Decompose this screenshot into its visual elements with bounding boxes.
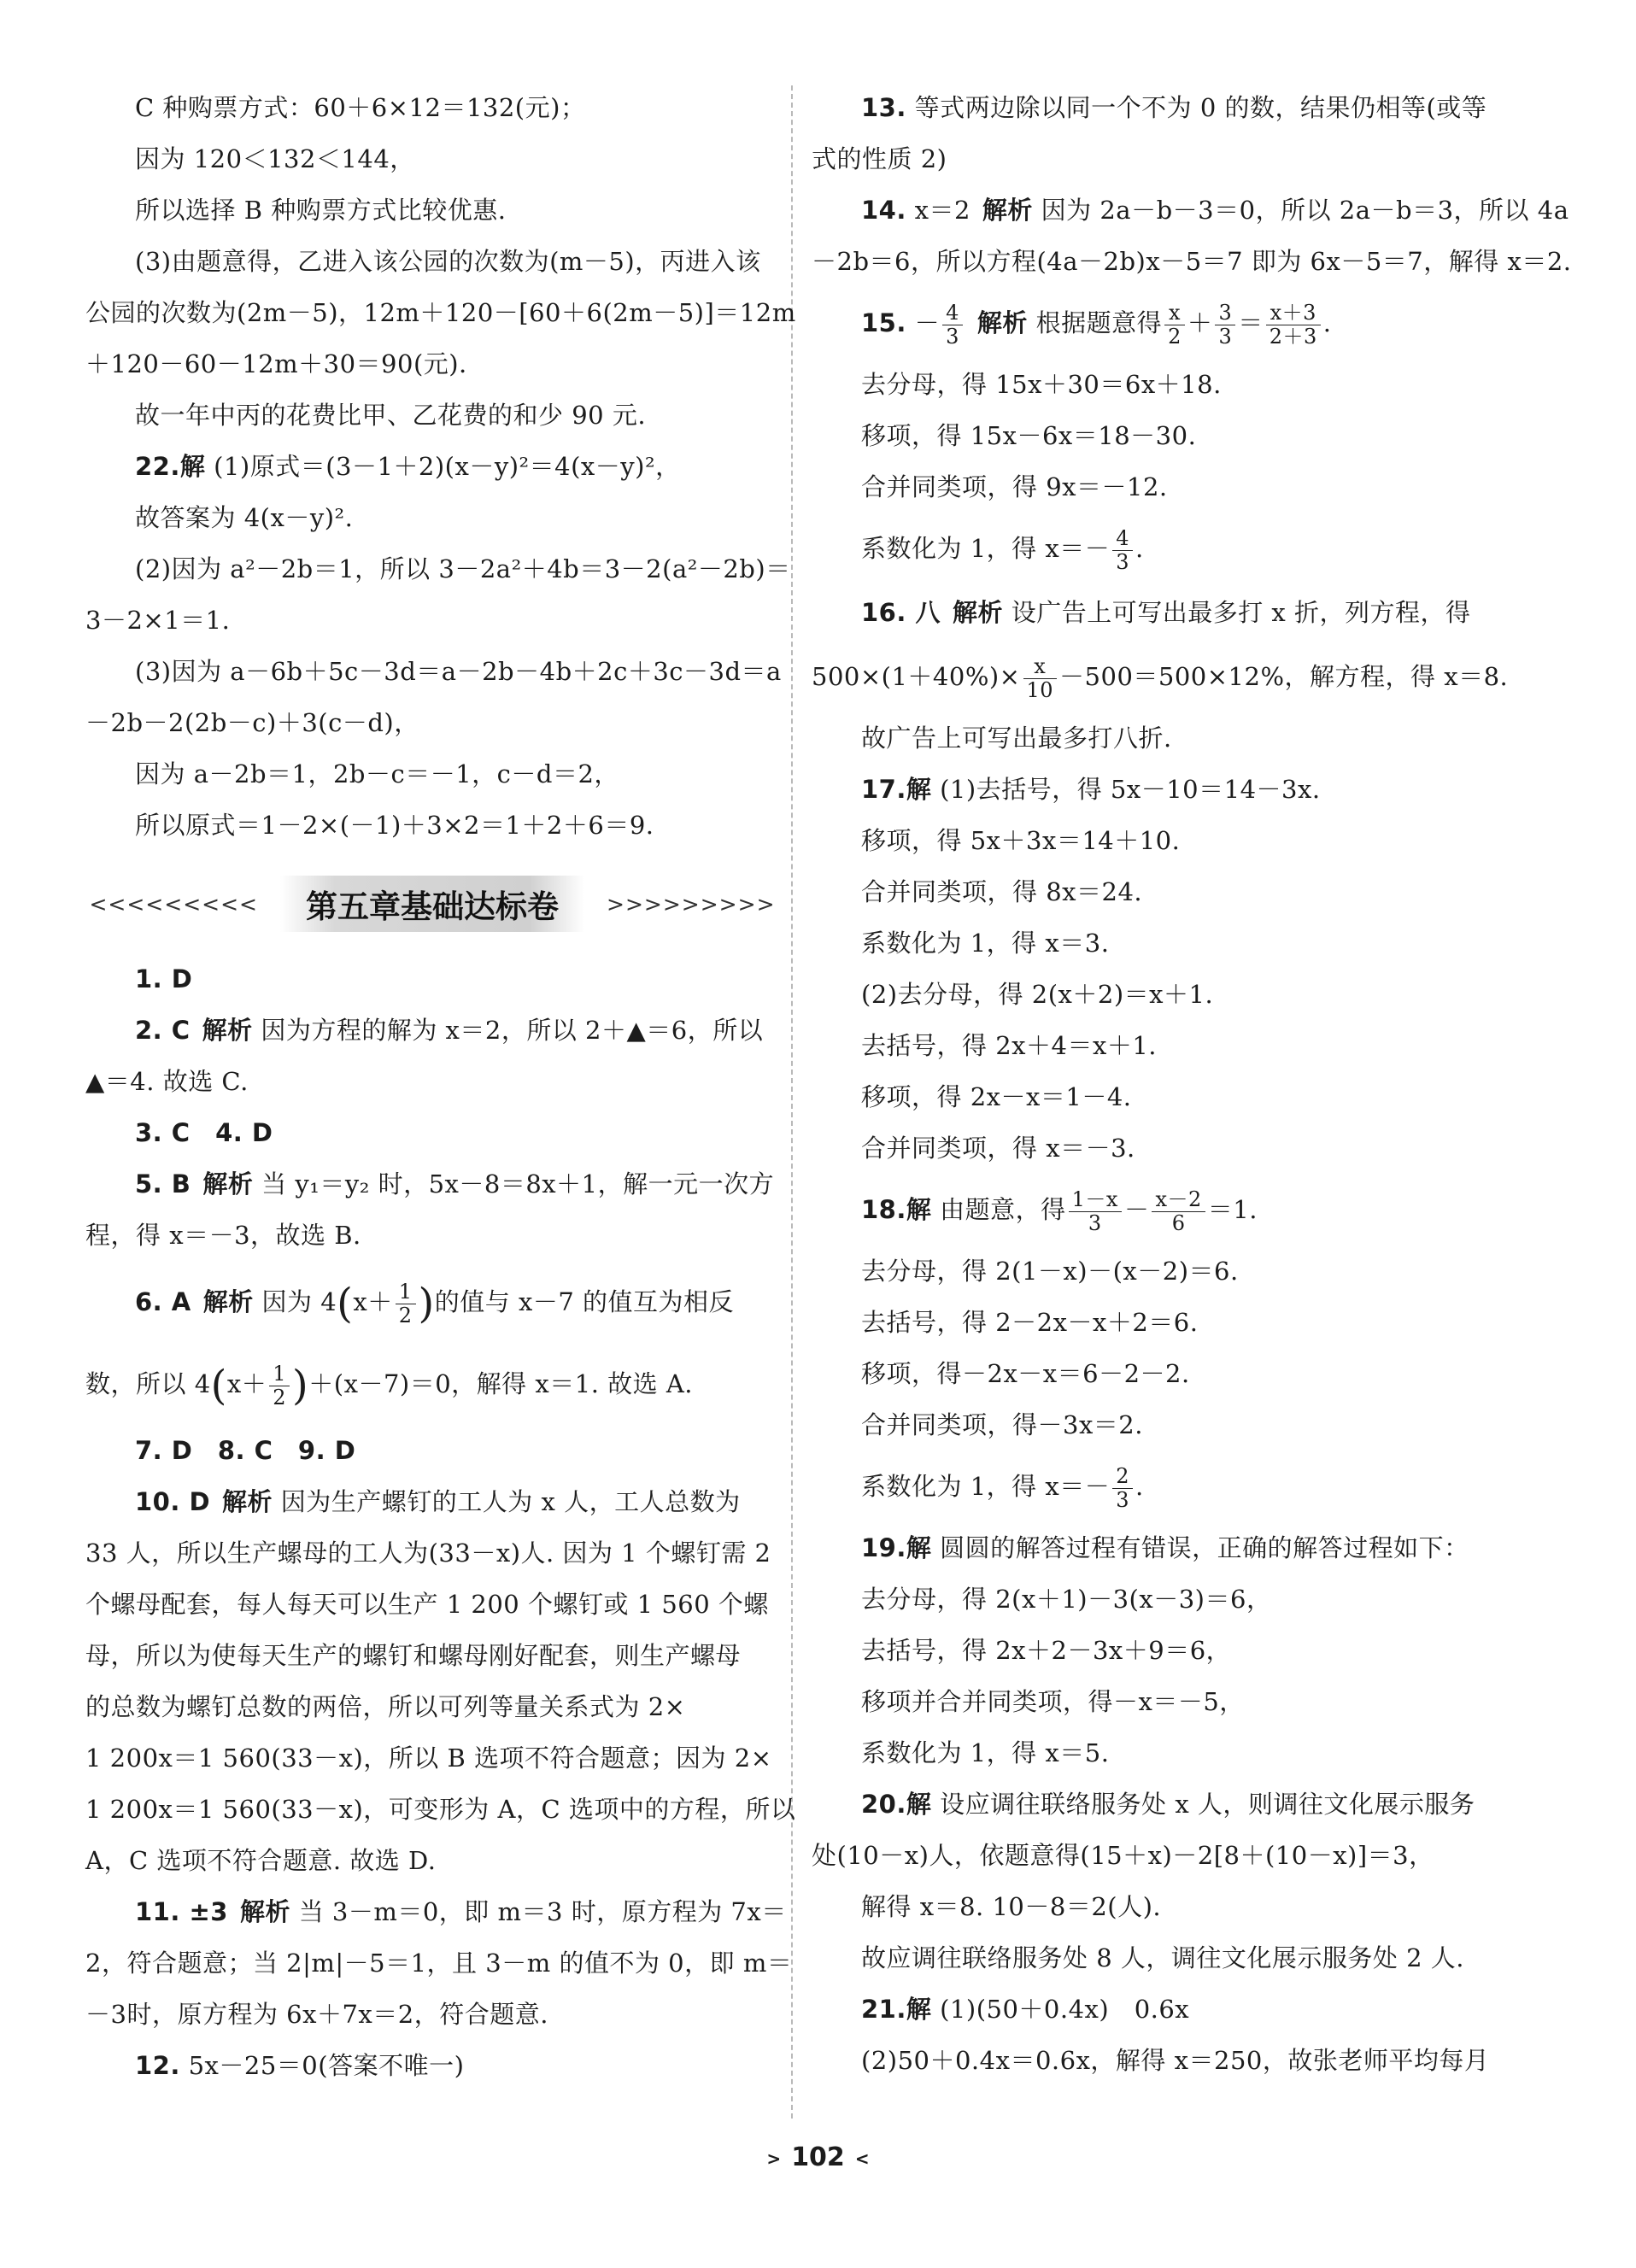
text-line: 合并同类项，得 9x＝－12. <box>861 472 1168 501</box>
text-line: (2)因为 a²－2b＝1，所以 3－2a²＋4b＝3－2(a²－2b)＝ <box>135 554 791 583</box>
answer-7-9 <box>85 1425 779 1476</box>
numerator: 1－x <box>1069 1188 1122 1211</box>
answer-16 <box>812 584 1505 641</box>
text-line: 500×(1＋40%)× <box>812 662 1021 691</box>
answer-10 <box>85 1476 779 1527</box>
question-number: 2. C <box>135 1016 191 1045</box>
answer-14 <box>812 185 1569 236</box>
answer-11 <box>85 1886 787 1937</box>
answer-1 <box>85 953 779 1005</box>
text-line: (3)因为 a－6b＋5c－3d＝a－2b－4b＋2c＋3c－3d＝a <box>135 657 782 686</box>
denominator: 2 <box>273 1385 287 1409</box>
denominator: 3 <box>1218 324 1233 349</box>
text-line: 的总数为螺钉总数的两倍，所以可列等量关系式为 2× <box>85 1692 686 1721</box>
denominator: 2 <box>398 1303 413 1327</box>
question-number: 22. <box>135 452 180 481</box>
numerator: x <box>1023 655 1058 678</box>
fraction <box>1266 302 1321 348</box>
text-line: 所以选择 B 种购票方式比较优惠. <box>135 196 507 225</box>
text-line: 合并同类项，得 x＝－3. <box>861 1134 1135 1163</box>
question-number: 5. B <box>135 1169 191 1198</box>
solution-tag: 解 <box>179 452 206 481</box>
question-number: 16. 八 <box>861 598 941 627</box>
text-line: (2)去分母，得 2(x＋2)＝x＋1. <box>861 980 1214 1009</box>
text-line: 公园的次数为(2m－5)，12m＋120－[60＋6(2m－5)]＝12m <box>85 298 796 327</box>
text-line: 2，符合题意；当 2|m|－5＝1，且 3－m 的值不为 0，即 m＝ <box>85 1949 793 1978</box>
text-line: 当 3－m＝0，即 m＝3 时，原方程为 7x＝ <box>298 1897 787 1926</box>
text-line: 因为 120＜132＜144， <box>135 144 415 173</box>
numerator: x <box>1164 302 1185 325</box>
text-line: 合并同类项，得 8x＝24. <box>861 877 1143 906</box>
question-number: 10. D <box>135 1487 211 1516</box>
text-line: 因为 2a－b－3＝0，所以 2a－b＝3，所以 4a <box>1041 196 1569 225</box>
answer-12 <box>85 2040 779 2091</box>
solution-tag: 解 <box>906 1995 932 2024</box>
text-line: x＋ <box>353 1287 393 1316</box>
text-line: －3时，原方程为 6x＋7x＝2，符合题意. <box>85 2000 548 2029</box>
page-arrow-right: < <box>854 2148 870 2169</box>
text-line: ＝1. <box>1207 1195 1258 1224</box>
text-line: 5x－25＝0(答案不唯一) <box>188 2051 465 2080</box>
numerator: x－2 <box>1152 1188 1205 1211</box>
answer-13 <box>812 82 1505 133</box>
text-line: 故应调往联络服务处 8 人，调往文化展示服务处 2 人. <box>861 1943 1464 1972</box>
text-line: 个螺母配套，每人每天可以生产 1 200 个螺钉或 1 560 个螺 <box>85 1590 769 1619</box>
text-line: 所以原式＝1－2×(－1)＋3×2＝1＋2＋6＝9. <box>135 811 654 840</box>
answer-2 <box>85 1005 779 1056</box>
question-number: 21. <box>861 1995 906 2024</box>
text-line: 去括号，得 2－2x－x＋2＝6. <box>861 1308 1199 1337</box>
text-line: 合并同类项，得－3x＝2. <box>861 1410 1143 1439</box>
question-number: 17. <box>861 775 906 804</box>
text-line: (2)50＋0.4x＝0.6x，解得 x＝250，故张老师平均每月 <box>861 2046 1490 2075</box>
text-line: ▲＝4. 故选 C. <box>85 1067 249 1096</box>
answer-17 <box>812 764 1505 815</box>
text-line: 程，得 x＝－3，故选 B. <box>85 1221 361 1250</box>
text-line: 系数化为 1，得 x＝5. <box>861 1738 1110 1767</box>
denominator: 3 <box>1116 1487 1130 1512</box>
analysis-tag: 解析 <box>202 1287 254 1316</box>
fraction <box>1069 1188 1122 1234</box>
text-line: 解得 x＝8. 10－8＝2(人). <box>861 1892 1162 1921</box>
text-line: 因为生产螺钉的工人为 x 人，工人总数为 <box>280 1487 741 1516</box>
denominator: 3 <box>1116 549 1130 574</box>
answer-18-step <box>812 1450 1505 1522</box>
text-line: －2b－2(2b－c)＋3(c－d)， <box>85 708 419 737</box>
text-line: 因为 a－2b＝1，2b－c＝－1，c－d＝2， <box>135 759 619 788</box>
fraction <box>1152 1188 1205 1234</box>
chapter-left-decoration: <<<<<<<<< <box>89 891 258 917</box>
numerator: x＋3 <box>1266 302 1321 325</box>
minus-sign: － <box>914 308 941 337</box>
numerator: 4 <box>1112 527 1133 550</box>
numerator: 4 <box>942 302 963 325</box>
answer-15 <box>812 287 1505 359</box>
answer-6 <box>85 1261 779 1343</box>
text-line: ＋120－60－12m＋30＝90(元)． <box>85 349 484 378</box>
right-paren: ) <box>418 1279 435 1327</box>
text-line: 圆圆的解答过程有错误，正确的解答过程如下： <box>940 1533 1469 1562</box>
denominator: 10 <box>1026 677 1054 702</box>
text-line: 因为方程的解为 x＝2，所以 2＋▲＝6，所以 <box>261 1016 764 1045</box>
question-number: 3. C 4. D <box>135 1118 273 1147</box>
text-line: 处(10－x)人，依题意得(15＋x)－2[8＋(10－x)]＝3， <box>812 1841 1434 1870</box>
text-line: 等式两边除以同一个不为 0 的数，结果仍相等(或等 <box>914 93 1487 122</box>
right-column <box>812 82 1572 2086</box>
text-line: 去分母，得 2(1－x)－(x－2)＝6. <box>861 1257 1239 1286</box>
answer-18 <box>812 1174 1505 1245</box>
text-line: ＋(x－7)＝0，解得 x＝1. 故选 A. <box>308 1369 694 1398</box>
denominator: 3 <box>946 324 959 349</box>
text-line: 因为 4 <box>261 1287 337 1316</box>
text-line: 设广告上可写出最多打 x 折，列方程，得 <box>1011 598 1471 627</box>
text-line: －500＝500×12%，解方程，得 x＝8. <box>1059 662 1509 691</box>
left-column <box>85 82 796 2091</box>
text-line: C 种购票方式：60＋6×12＝132(元)； <box>135 93 586 122</box>
answer-15-step <box>812 513 1505 584</box>
text-line: 去分母，得 2(x＋1)－3(x－3)＝6， <box>861 1585 1272 1614</box>
fraction <box>269 1363 290 1409</box>
question-number: 18. <box>861 1195 906 1224</box>
text-line: 系数化为 1，得 x＝－ <box>861 534 1111 563</box>
fraction <box>1164 302 1185 348</box>
left-paren: ( <box>210 1361 227 1409</box>
numerator: 2 <box>1112 1465 1133 1488</box>
text-line: 移项，得 15x－6x＝18－30. <box>861 421 1197 450</box>
text-line: 系数化为 1，得 x＝－ <box>861 1472 1111 1501</box>
right-paren: ) <box>292 1361 309 1409</box>
fraction <box>942 302 963 348</box>
text-line: 移项，得 2x－x＝1－4. <box>861 1082 1132 1111</box>
text-line: 数，所以 4 <box>85 1369 211 1398</box>
analysis-tag: 解析 <box>202 1016 253 1045</box>
text-line: 3－2×1＝1. <box>85 606 231 635</box>
page-number-footer <box>0 2142 1636 2172</box>
text-line: (1)去括号，得 5x－10＝14－3x. <box>940 775 1321 804</box>
answer-21 <box>812 1984 1505 2035</box>
fraction <box>1112 527 1133 573</box>
analysis-tag: 解析 <box>239 1897 290 1926</box>
left-paren: ( <box>337 1279 354 1327</box>
chapter-header <box>85 861 779 946</box>
text-line: 故广告上可写出最多打八折. <box>861 724 1172 753</box>
text-line: 33 人，所以生产螺母的工人为(33－x)人. 因为 1 个螺钉需 2 <box>85 1538 771 1568</box>
solution-tag: 解 <box>906 775 932 804</box>
answer-3-4 <box>85 1107 779 1158</box>
text-line: (1)原式＝(3－1＋2)(x－y)²＝4(x－y)²， <box>214 452 681 481</box>
text-line: 故一年中丙的花费比甲、乙花费的和少 90 元. <box>135 401 647 430</box>
text-line: A，C 选项不符合题意. 故选 D. <box>85 1846 437 1875</box>
page-arrow-left: > <box>766 2148 782 2169</box>
text-line: 去括号，得 2x＋4＝x＋1. <box>861 1031 1157 1060</box>
answer-6-cont <box>85 1343 779 1425</box>
text-line: 去括号，得 2x＋2－3x＋9＝6， <box>861 1636 1232 1665</box>
numerator: 1 <box>396 1281 416 1304</box>
text-line: 设应调往联络服务处 x 人，则调往文化展示服务 <box>940 1790 1475 1819</box>
page-number: 102 <box>791 2142 845 2172</box>
denominator: 3 <box>1088 1210 1102 1235</box>
question-number: 14. <box>861 196 906 225</box>
text-line: 当 y₁＝y₂ 时，5x－8＝8x＋1，解一元一次方 <box>261 1169 775 1198</box>
question-number: 7. D 8. C 9. D <box>135 1436 356 1465</box>
answer-22 <box>85 441 779 492</box>
punctuation: . <box>1322 308 1332 337</box>
operator: ＝ <box>1238 308 1264 337</box>
text-line: 故答案为 4(x－y)². <box>135 503 354 532</box>
text-line: 1 200x＝1 560(33－x)，可变形为 A，C 选项中的方程，所以 <box>85 1795 796 1824</box>
text-line: 1 200x＝1 560(33－x)，所以 B 选项不符合题意；因为 2× <box>85 1743 772 1773</box>
analysis-tag: 解析 <box>976 308 1028 337</box>
question-number: 15. <box>861 308 906 337</box>
text-line: 移项，得－2x－x＝6－2－2. <box>861 1359 1190 1388</box>
fraction <box>1215 302 1235 348</box>
numerator: 3 <box>1215 302 1235 325</box>
denominator: 2 <box>1168 324 1182 349</box>
question-number: 20. <box>861 1790 906 1819</box>
text-line: 由题意，得 <box>940 1195 1066 1224</box>
analysis-tag: 解析 <box>952 598 1003 627</box>
text-line: 根据题意得 <box>1035 308 1163 337</box>
text-line: 式的性质 2) <box>812 144 947 173</box>
text-line: x＋ <box>226 1369 267 1398</box>
answer-19 <box>812 1522 1505 1574</box>
solution-tag: 解 <box>906 1195 932 1224</box>
answer-value: x＝2 <box>914 196 970 225</box>
answer-16-equation <box>812 641 1509 712</box>
punctuation: . <box>1135 534 1144 563</box>
text-line: 母，所以为使每天生产的螺钉和螺母刚好配套，则生产螺母 <box>85 1641 742 1670</box>
answer-5 <box>85 1158 779 1210</box>
fraction <box>1112 1465 1133 1511</box>
fraction <box>1023 655 1058 701</box>
denominator: 6 <box>1171 1210 1186 1235</box>
solution-tag: 解 <box>906 1790 932 1819</box>
operator: － <box>1123 1195 1150 1224</box>
text-line: 的值与 x－7 的值互为相反 <box>434 1287 735 1316</box>
numerator: 1 <box>269 1363 290 1386</box>
solution-tag: 解 <box>906 1533 932 1562</box>
analysis-tag: 解析 <box>202 1169 254 1198</box>
chapter-right-decoration: >>>>>>>>> <box>607 891 776 917</box>
text-line: 去分母，得 15x＋30＝6x＋18. <box>861 370 1222 399</box>
question-number: 6. A <box>135 1287 191 1316</box>
analysis-tag: 解析 <box>982 196 1033 225</box>
punctuation: . <box>1135 1472 1144 1501</box>
text-line: －2b＝6，所以方程(4a－2b)x－5＝7 即为 6x－5＝7，解得 x＝2. <box>812 247 1572 276</box>
question-number: 11. ±3 <box>135 1897 228 1926</box>
question-number: 13. <box>861 93 906 122</box>
operator: ＋ <box>1187 308 1213 337</box>
text-line: 移项，得 5x＋3x＝14＋10. <box>861 826 1181 855</box>
question-number: 19. <box>861 1533 906 1562</box>
chapter-title: 第五章基础达标卷 <box>280 876 584 932</box>
question-number: 12. <box>135 2051 180 2080</box>
text-line: 系数化为 1，得 x＝3. <box>861 929 1110 958</box>
analysis-tag: 解析 <box>222 1487 273 1516</box>
answer-20 <box>812 1779 1505 1830</box>
text-line: (3)由题意得，乙进入该公园的次数为(m－5)，丙进入该 <box>135 247 761 276</box>
text-line: 移项并合并同类项，得－x＝－5， <box>861 1687 1245 1716</box>
text-line: (1)(50＋0.4x) 0.6x <box>940 1995 1190 2024</box>
fraction <box>396 1281 416 1327</box>
denominator: 2＋3 <box>1269 324 1317 349</box>
question-number: 1. D <box>135 964 193 993</box>
